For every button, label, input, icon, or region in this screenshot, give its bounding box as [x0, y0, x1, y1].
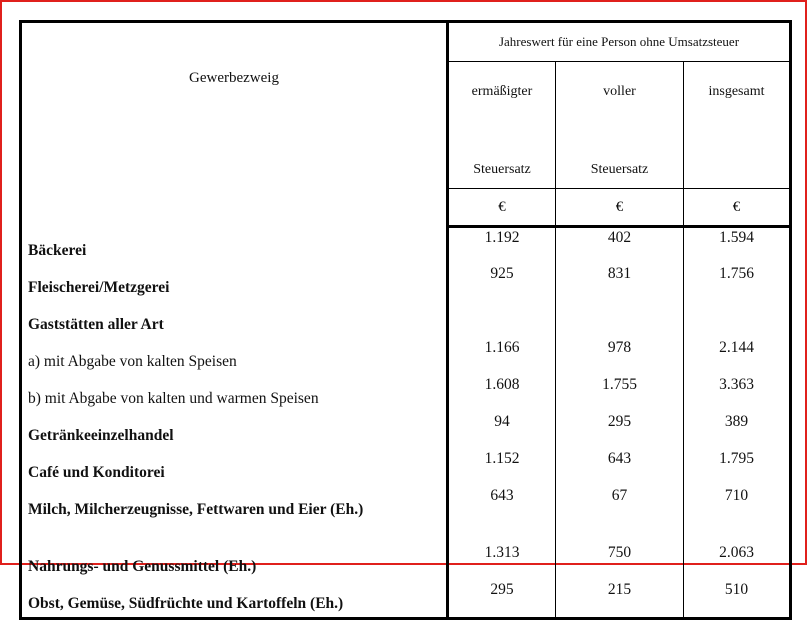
- header-unit-total: €: [684, 189, 791, 227]
- tax-value-table: [19, 20, 792, 620]
- header-col-full: [556, 62, 684, 189]
- header-sector-label: Gewerbezweig: [189, 70, 279, 86]
- cell-reduced: [448, 301, 556, 338]
- row-label: Obst, Gemüse, Südfrüchte und Kartoffeln (Eh.): [21, 580, 448, 619]
- cell-reduced: 94: [448, 412, 556, 449]
- header-col-full-line1: voller: [603, 84, 636, 99]
- table-row: [21, 449, 791, 486]
- cell-reduced: 1.192: [448, 227, 556, 264]
- header-group: [448, 22, 791, 62]
- header-col-reduced-line2: Steuersatz: [473, 162, 531, 177]
- table-row: [21, 375, 791, 412]
- cell-total: 1.594: [719, 229, 754, 246]
- table-row: [21, 338, 791, 375]
- row-label: b) mit Abgabe von kalten und warmen Speisen: [21, 375, 448, 412]
- cell-total: 3.363: [719, 375, 754, 393]
- row-label: Bäckerei: [21, 227, 448, 264]
- table-row: [21, 412, 791, 449]
- header-col-reduced: [448, 62, 556, 189]
- row-label: Nahrungs- und Genussmittel (Eh.): [21, 543, 448, 580]
- cell-total: 510: [724, 580, 749, 598]
- cell-full: 295: [556, 412, 684, 449]
- cell-full: 1.755: [556, 375, 684, 412]
- row-label: Milch, Milcherzeugnisse, Fettwaren und Eier (Eh.): [21, 486, 448, 543]
- cell-full: 750: [556, 543, 684, 580]
- cell-reduced: 925: [448, 264, 556, 301]
- header-col-total-line1: insgesamt: [708, 84, 765, 99]
- cell-reduced: 1.608: [448, 375, 556, 412]
- table-row: [21, 264, 791, 301]
- cell-full: 643: [556, 449, 684, 486]
- cell-total: 1.756: [719, 264, 754, 282]
- cell-reduced: 1.152: [448, 449, 556, 486]
- table-row: [21, 301, 791, 338]
- row-label: a) mit Abgabe von kalten Speisen: [21, 338, 448, 375]
- table-row: [21, 486, 791, 543]
- header-group-label: Jahreswert für eine Person ohne Umsatzsteuer: [498, 34, 740, 49]
- row-label: Getränkeeinzelhandel: [21, 412, 448, 449]
- header-sector: [21, 22, 448, 227]
- header-col-reduced-line1: ermäßigter: [471, 84, 533, 99]
- table-row: [21, 580, 791, 619]
- cell-full: [556, 301, 684, 338]
- header-unit-reduced: €: [448, 189, 556, 227]
- cell-reduced: 1.313: [448, 543, 556, 580]
- cell-full: 978: [556, 338, 684, 375]
- header-col-total: [684, 62, 791, 189]
- row-label: Fleischerei/Metzgerei: [21, 264, 448, 301]
- cell-total: [684, 301, 791, 338]
- cell-full: 215: [556, 580, 684, 619]
- cell-total: 2.144: [719, 338, 754, 356]
- table-row: [21, 227, 791, 264]
- cell-total: 2.063: [719, 543, 754, 561]
- header-unit-full: €: [556, 189, 684, 227]
- row-label: Café und Konditorei: [21, 449, 448, 486]
- cell-reduced: 643: [448, 486, 556, 543]
- table-row: [21, 543, 791, 580]
- cell-total: 389: [724, 412, 749, 430]
- header-col-full-line2: Steuersatz: [590, 162, 649, 177]
- cell-full: 831: [556, 264, 684, 301]
- cell-full: 402: [556, 227, 684, 264]
- cell-reduced: 1.166: [448, 338, 556, 375]
- row-label: Gaststätten aller Art: [21, 301, 448, 338]
- cell-total: 710: [724, 486, 749, 504]
- cell-full: 67: [556, 486, 684, 543]
- cell-reduced: 295: [448, 580, 556, 619]
- cell-total: 1.795: [719, 449, 754, 467]
